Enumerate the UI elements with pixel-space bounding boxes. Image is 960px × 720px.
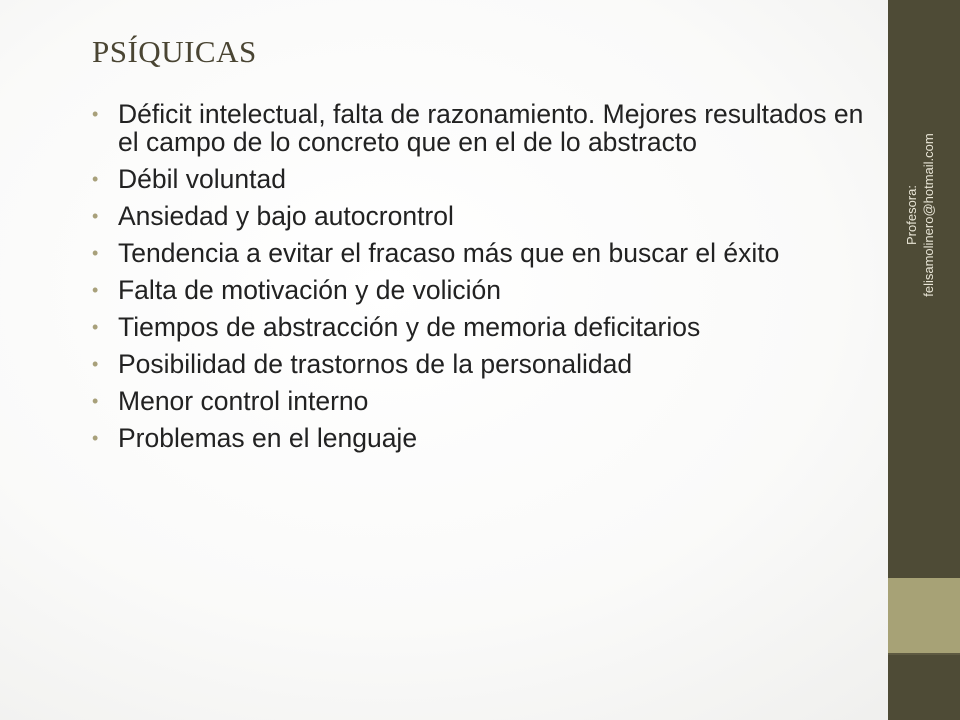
bullet-item [92, 100, 872, 156]
author-credit-label: Profesora: [904, 185, 919, 245]
bullet-item [92, 424, 872, 452]
bullet-text: Déficit intelectual, falta de razonamiento. Mejores resultados en el campo de lo concreto que en el de lo abstracto [118, 99, 864, 157]
bullet-icon: • [92, 206, 99, 226]
bullet-text: Tendencia a evitar el fracaso más que en buscar el éxito [118, 238, 780, 268]
bullet-text: Falta de motivación y de volición [118, 275, 501, 305]
bullet-text: Débil voluntad [118, 164, 286, 194]
bullet-icon: • [92, 391, 99, 411]
bullet-item [92, 350, 872, 378]
bullet-icon: • [92, 104, 99, 124]
bullet-icon: • [92, 317, 99, 337]
bullet-text: Posibilidad de trastornos de la personalidad [118, 349, 633, 379]
bullet-item [92, 313, 872, 341]
bullet-item [92, 387, 872, 415]
bullet-text: Tiempos de abstracción y de memoria deficitarios [118, 312, 701, 342]
sidebar-divider [888, 653, 960, 655]
author-credit [903, 95, 937, 335]
bullet-text: Ansiedad y bajo autocrontrol [118, 201, 454, 231]
bullet-list [92, 100, 872, 461]
sidebar-accent-block [888, 578, 960, 653]
bullet-icon: • [92, 428, 99, 448]
slide-title: PSÍQUICAS [92, 34, 257, 69]
bullet-text: Problemas en el lenguaje [118, 423, 418, 453]
bullet-icon: • [92, 169, 99, 189]
bullet-item [92, 276, 872, 304]
bullet-item [92, 239, 872, 267]
bullet-icon: • [92, 280, 99, 300]
bullet-item [92, 202, 872, 230]
bullet-text: Menor control interno [118, 386, 369, 416]
author-credit-email: felisamolinero@hotmail.com [921, 133, 936, 297]
bullet-item [92, 165, 872, 193]
bullet-icon: • [92, 354, 99, 374]
bullet-icon: • [92, 243, 99, 263]
